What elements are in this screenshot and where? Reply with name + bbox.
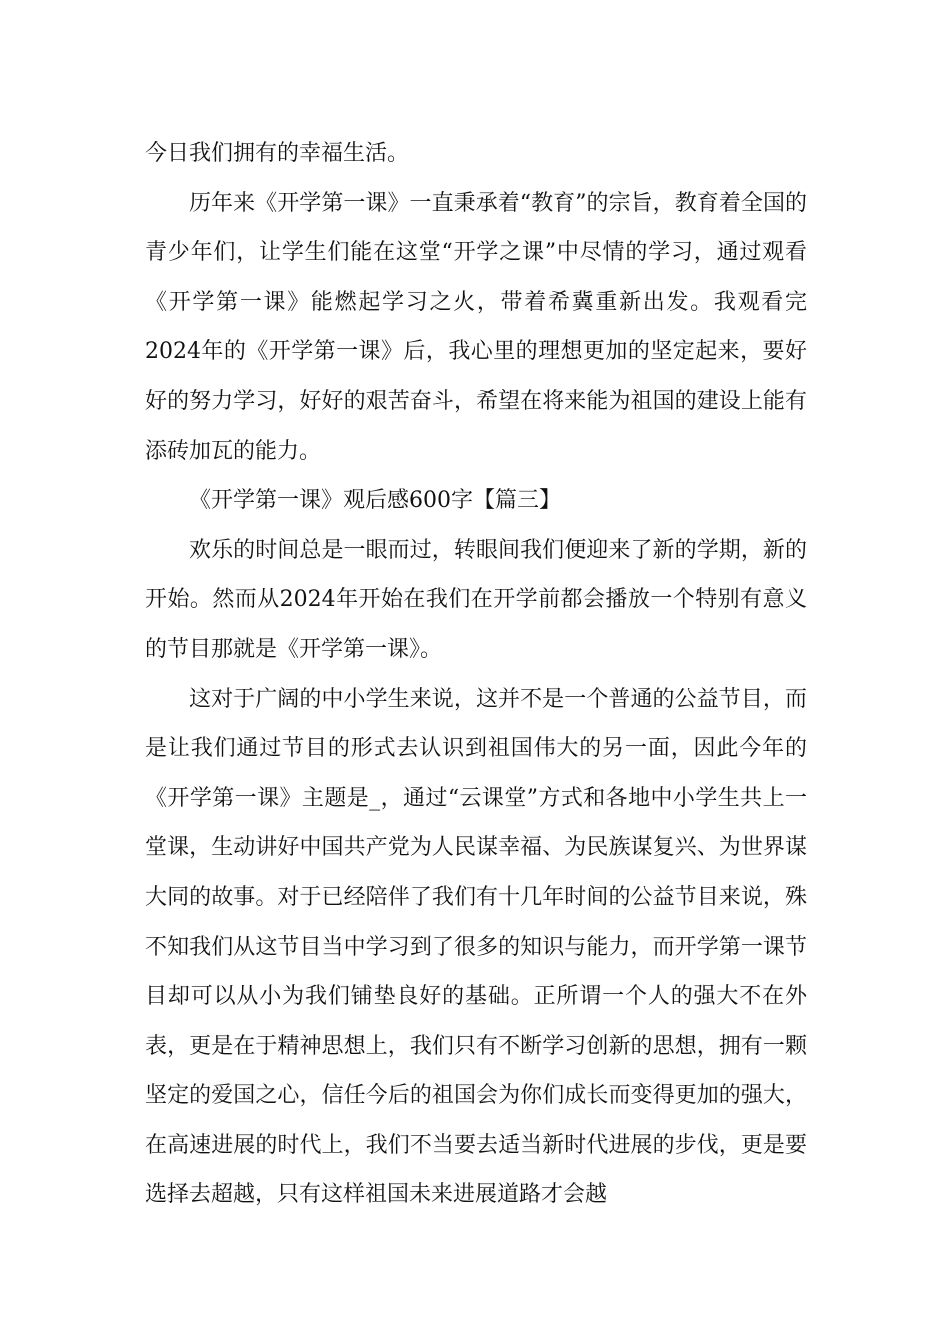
document-body bbox=[145, 129, 807, 1220]
paragraph-body: 这对于广阔的中小学生来说，这并不是一个普通的公益节目，而是让我们通过节目的形式去认识到祖国伟大的另一面，因此今年的《开学第一课》主题是_，通过“云课堂”方式和各地中小学生共上一堂课，生动讲好中国共产党为人民谋幸福、为民族谋复兴、为世界谋大同的故事。对于已经陪伴了我们有十几年时间的公益节目来说，殊不知我们从这节目当中学习到了很多的知识与能力，而开学第一课节目却可以从小为我们铺垫良好的基础。正所谓一个人的强大不在外表，更是在于精神思想上，我们只有不断学习创新的思想，拥有一颗坚定的爱国之心，信任今后的祖国会为你们成长而变得更加的强大，在高速进展的时代上，我们不当要去适当新时代进展的步伐，更是要选择去超越，只有这样祖国未来进展道路才会越 bbox=[145, 686, 807, 1208]
paragraph-continuation: 今日我们拥有的幸福生活。 bbox=[145, 141, 410, 166]
section-heading: 《开学第一课》观后感600字【篇三】 bbox=[189, 488, 561, 514]
paragraph-reflection: 历年来《开学第一课》一直秉承着“教育”的宗旨，教育着全国的青少年们，让学生们能在这堂“开学之课”中尽情的学习，通过观看《开学第一课》能燃起学习之火，带着希冀重新出发。我观看完2024年的《开学第一课》后，我心里的理想更加的坚定起来，要好好的努力学习，好好的艰苦奋斗，希望在将来能为祖国的建设上能有添砖加瓦的能力。 bbox=[145, 190, 807, 464]
paragraph-intro: 欢乐的时间总是一眼而过，转眼间我们便迎来了新的学期，新的开始。然而从2024年开始在我们在开学前都会播放一个特别有意义的节目那就是《开学第一课》。 bbox=[145, 537, 807, 662]
